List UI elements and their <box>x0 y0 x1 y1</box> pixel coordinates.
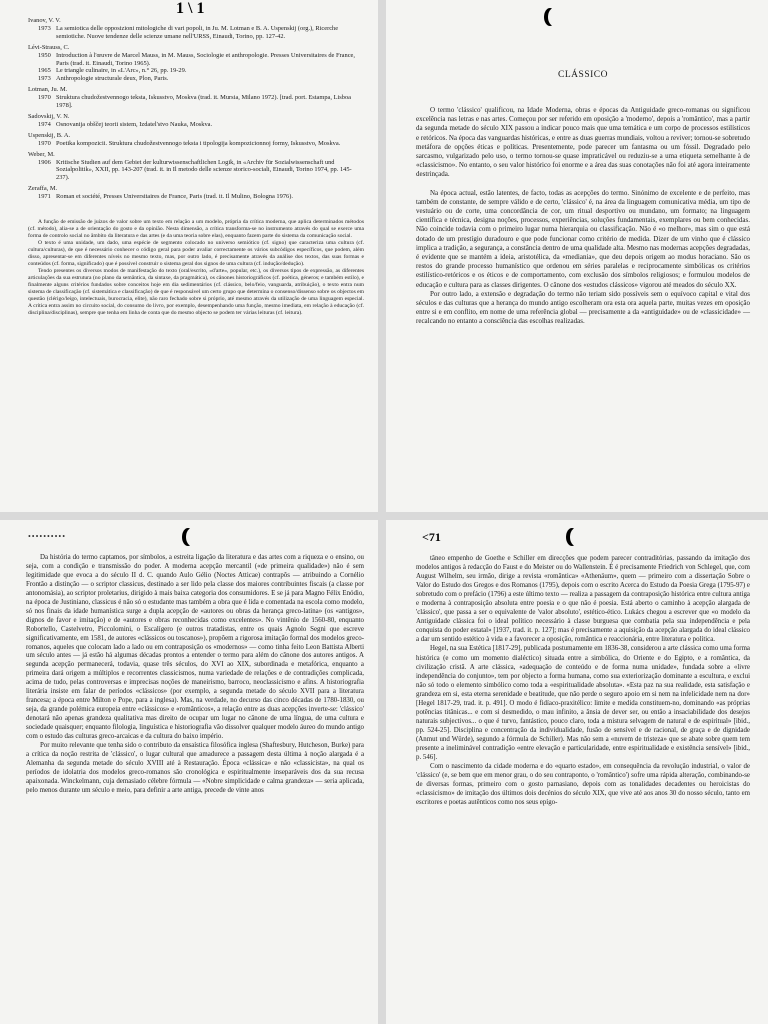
bib-author: Ivanov, V. V. <box>28 17 61 24</box>
paragraph: Hegel, na sua Estética [1817-29], publicada postumamente em 1836-38, considerou a arte clássica como uma forma histórica (e como um momento dialéctico) situada entre a simbólica, do Oriente e do Egipto, e a romântica, da civilização cristã. A arte clássica, «adequação de conteúdo e de forma numa unidade», fundada sobre a «livre independência do conjunto», tem por objecto a forma humana, como sua exteriorização dominante a escultura, e exclui não só todo o elemento simbólico como toda a «espiritualidade absoluta». «Esta paz na sua realidade, esta satisfação e grandeza em si, esta eterna serenidade e beatitude, que não perde o seguro apoio em si nem na infelicidade nem na dor» [Hegel 1817-29, trad. it. p. 491]. O modo é fidíaco-praxitélico: limite e medida constituem-no, dominando «as próprias potências titânicas... e com si desmedido, o mau infinito, a ânsia de dever ser, ou então a insaciabilidade dos desejos naturais subjectivos... o que é turvo, fantástico, pouco claro, toda a mistura selvagem de natural e de espiritual» [ibid., pp. 524-25]. Disciplina e concentração da individualidade, fusão de sensível e de racional, de graça e de dignidade (Anmut und Würde), segundo a fórmula de Schiller). Mas não sem a «nuvem de tristeza» que se abate sobre quem tem presente a ineliminável contradição «entre elevação e particularidade, entre espiritualidade e existência sensível» [ibid., p. 546]. <box>416 645 750 762</box>
paragraph: Na época actual, estão latentes, de facto, todas as acepções do termo. Sinónimo de excelente e de perfeito, mas também de constante, de sempre válido e de certo, 'clássico' é, na área da linguagem comunicativa média, um tipo de vestuário ou de corte, uma concordância de cor, um ritual desportivo ou mundano, um formato; na linguagem científica e técnica, designa noções, processos, experiências, soluções fundamentais, exemplares ou bem conhecidas. Não coincide todavia com o primeiro lugar numa hierarquia ou classificação. Não é «o melhor», mas sim o que está dotado de um prestígio duradouro e que pode funcionar como critério de medida. Dizer de um vinho que é clássico implica a tradição, a segurança, a constância dentro de uma qualidade alta. Mesmo nas modernas acepções degradadas, é evidente que se mantém a ideia, aristotélica, da «mediania», que deu depois origem ao modus horaciano. São os restos do grande processo humanístico que ordenou em séries paralelas e reciprocamente simbólicas os critérios estilístico-retóricos e os éticos e de comportamento, com exclusão dos símbolos religiosos; e formulou modelos de educação e cultura para as classes dirigentes. O cânone dos «estudos clássicos» vigorou até meados do século XX. <box>416 188 750 289</box>
paragraph: Tendo presentes os diversos modos de manifestação do texto (oral/escrito, «d'arte», popular, etc.), os diversos tipos de expressão, as diferentes articulações da sua estrutura (no plano da semântica, da sintaxe, da pragmática), os cânones historiográficos (cf. poética, géneros; e também estilo), e finalmente alguns critérios fundados sobre conceitos hoje em dia sedimentários (cf. clássico, belo/feio, vanguarda, atribuição), o texto entra num sistema de classificação (cf. sistemática e classificação) de que é responsável um certo grupo que determina o consenso/dissenso sobre os objectos em questão (clérigo/leigo, intelectuais, burocracia, elite), não raro fechado sobre si próprio, até mesmo através da utilização de uma linguagem especial. A crítica entra assim no circuito social, do consumo do livro, por exemplo, desempenhando uma função, mesmo imediata, em relação à educação (cf. disciplina/disciplinas), sempre que tenha em linha de conta que do mesmo objecto se podem ter várias leituras (cf. leitura). <box>28 268 364 317</box>
paragraph: Por muito relevante que tenha sido o contributo da ensaística filosófica inglesa (Shaftesbury, Hutcheson, Burke) para a crítica da noção restrita de 'clássico', o lugar cultural que amadurece a passagem desta última à noção alargada é a Alemanha da segunda metade do século XVIII até à Restauração. Época «clássica» e não «classicista», na qual os períodos de idolatria dos modelos greco-romanos são cronológica e espiritualmente inseparáveis dos da sua recusa apaixonada. Winckelmann, cuja demasiado célebre fórmula — «Nobre simplicidade e calma grandeza» — seria aplicada, pelo menos durante um século e meio, para definir a arte antiga, precede de vinte anos <box>26 742 364 794</box>
bib-entry <box>28 193 364 201</box>
bib-author: Weber, M. <box>28 150 55 158</box>
bib-reference: Osnovanija obščej teorii sistem, Izdatel'stvo Nauka, Moskva. <box>56 120 213 128</box>
bib-entry <box>28 121 364 129</box>
bib-year: 1906 <box>38 158 51 166</box>
crescent-mark-icon <box>566 528 578 546</box>
crescent-mark-icon <box>544 8 556 26</box>
bib-year: 1974 <box>38 120 51 128</box>
paragraph: O texto é uma unidade, um dado, uma espécie de segmento colocado no universo semiótico (cf. signo) que caracteriza uma cultura (cf. cultura/culturas), de que é necessário conhecer o código geral para poder avaliar correctamente os vários subcódigos específicos, que podem, além disso, apresentar-se em diferentes níveis no mesmo texto, mas, por outro lado, é precisamente através da análise dos textos, das suas formas e conteúdos (cf. forma, significado) que é possível construir o sistema geral dos signos de uma cultura (cf. indução/dedução). <box>28 240 364 268</box>
paragraph: O termo 'clássico' qualificou, na Idade Moderna, obras e épocas da Antiguidade greco-romanas ou significou excelência nas letras e nas artes. Começou por ser referido em oposição a 'moderno', depois a 'romântico', mas a partir da segunda metade do século XIX passou a indicar pouco mais que uma temática e um corpo de processos estilísticos e retóricos. Na época das vanguardas históricas, e entre as duas guerras mundiais, voltou a reviver; tornou-se sobretudo metáfora de opções éticas e políticas. Presentemente, pode parecer um fantasma ou um fóssil. Degradado pelo sarcasmo, vulgarizado pelo uso, o termo tornou-se quase impraticável ou reduziu-se a uma etiqueta semelhante à de «classicismo». No entanto, o seu valor histórico foi enorme e a área das suas conotações não foi até agora inteiramente destrinçada. <box>416 106 750 179</box>
bib-year: 1970 <box>38 139 51 147</box>
page-ornament: •••••••••• <box>28 532 67 541</box>
bib-entry <box>28 159 364 183</box>
page-bottom-left <box>0 520 378 1024</box>
page-corner-mark: <71 <box>422 530 441 544</box>
paragraph: Com o nascimento da cidade moderna e do «quarto estado», em consequência da revolução industrial, o valor de 'clássico' (e, se bem que em menor grau, o do seu contraponto, o 'romântico') sofre uma rápida alteração, combinando-se de diversas formas, primeiro com o gosto parnasiano, depois com as tonalidades decadentes ou heroicistas do «classicismo» de imitação dos últimos dois decénios do século XIX, que vive até aos anos 30 do nosso século, tanto em escritores e poetas autênticos como nos seus epígo- <box>416 763 750 807</box>
bib-reference: Le triangle culinaire, in «L'Arc», n.° 26, pp. 19-29. <box>56 67 187 75</box>
paragraph: Da história do termo captamos, por símbolos, a estreita ligação da literatura e das artes com a riqueza e o ensino, ou seja, com a condição e transmissão do poder. A moderna acepção mercantil («de primeira qualidade») não é sem legitimidade que evoca a do século II d. C. quando Aulo Gélio (Noctes Atticae) contrapõs — atribuindo a Cornélio Frontão a distinção — o scriptor classicus, destinado a ser lido pela classe dos maiores contribuintes fiscais (a classe por antonomásia), ao scriptor proletarius, dirigido à mais baixa categoria dos consumidores. E se já para Magno Félix Enódio, na época de Justiniano, classicus é não só o estudante mas também a obra que é lida e comentada na escola como modelo, só nos finais da idade humanística surge a dupla acepção de «autores ou obras da herança greco-latina» (os «antigos», dignos de favor e imitação) e de «autores e obras reconhecidas como excelentes». No vintênio de 1560-80, enquanto Robortello, Castelvetro, Piccolomini, o Escalígero (e outros tratadistas, entre os quais Agnolo Segni que escreve significativamente, em 1581, de autores «clássicos ou toscanos»), propõem a rigorosa imitação formal dos modelos greco-romanos, aqueles que colocam lado a lado ou em contraposição os «modernos» — como tinha feito Leon Battista Alberti um século antes — já estão há algumas décadas prontos a entender o termo para além do cânone dos autores antigos. A segunda acepção permanecerá, todavia, quase três séculos, do XVI ao XIX, subordinada e metafórica, enquanto a primeira dará origem a múltiplos e recorrentes classicismos, numa variedade de relações e de contradições complicada, acima de tudo, pelas controversas e imprecisas noções de maneirismo, barroco, neoclassicismo e afins. A historiografia literária insiste em falar de períodos «clássicos» (por exemplo, a segunda metade do século XVII para a literatura francesa; a época entre Milton e Pope, para a inglesa). Mas, na verdade, no decurso das cinco décadas de 1780-1830, ou seja, da grande polémica europeia entre «clássicos» e «românticos», a relação entre as duas acepções inverte-se: 'clássico' denotará não apenas grandeza qualitativa mas direito de ocupar um lugar no cânone de uma língua, de uma cultura e sociedade quaisquer; enquanto filologia, linguística e historiografia vão dissolver qualquer modelo áureo do mundo antigo com o estudo das culturas greco-arcaicas e da cultura do baixo império. <box>26 554 364 741</box>
bib-author: Sadovskij, V. N. <box>28 112 70 120</box>
bib-author: Uspenskij, B. A. <box>28 131 71 139</box>
bib-author: Lotman, Ju. M. <box>28 86 68 94</box>
bib-entry <box>28 67 364 75</box>
bib-entry <box>28 94 364 110</box>
bib-reference: Struktura chudožestvennogo teksta, Iskusstvo, Moskva (trad. it. Mursia, Milano 1972). [trad. port. Estampa, Lisboa 1978]. <box>56 94 351 110</box>
page-bottom-right <box>386 520 768 1024</box>
page-top-left <box>0 0 378 512</box>
bib-reference: Kritische Studien auf dem Gebiet der kulturwissenschaftlichen Logik, in «Archiv für Sozialwissenschaft und Sozialpolitik», XXII, pp. 143-207 (trad. it. in Il metodo delle scienze storico-sociali, Einaudi, Torino 1974, pp. 145-237). <box>56 158 352 182</box>
bib-author: Zeraffa, M. <box>28 185 58 193</box>
page-corner-mark: 1 \ 1 <box>176 0 205 17</box>
bib-reference: Roman et société, Presses Universitaires de France, Paris (trad. it. Il Mulino, Bologna 1976). <box>56 193 293 201</box>
history-text <box>26 554 364 796</box>
bib-reference: Introduction à l'œuvre de Marcel Mauss, in M. Mauss, Sociologie et anthropologie. Presses Universitaires de France, Paris (trad. it. Einaudi, Torino 1965). <box>56 51 355 67</box>
bib-year: 1970 <box>38 94 51 102</box>
bib-reference: Anthropologie structurale deux, Plon, Paris. <box>56 75 169 83</box>
marginal-note <box>28 219 364 317</box>
bibliography <box>28 17 364 201</box>
paragraph: tâneo empenho de Goethe e Schiller em direcções que podem parecer contraditórias, passando da imitação dos modelos antigos à redacção do Faust e do Meister ou do Wallenstein. É é precisamente Friedrich von Schlegel, que, com August Wilhelm, seu irmão, dirige a revista «romântica» «Athenäum», quem — primeiro com a dissertação Sobre o Valor do Estudo dos Gregos e dos Romanos (1795), depois com o escrito Acerca do Estudo da Poesia Grega (1795-97) e sobretudo com o prefácio (1796) a este último texto — realiza a passagem da contraposição histórica entre cultura antiga e moderna à contraposição absoluta entre poesia e o que não é poesia. Está aberto o caminho à acepção alargada de 'clássico', que passa a ser o equivalente de 'valor absoluto', estético-ético. Lukács chegou a escrever que «o modelo da Antiguidade clássica foi o ideal político necessário à classe burguesa que combatia pela sua independência e pela conquista do poder estatal» [1937, trad. it. p. 127]; mas é precisamente a aquisição da acepção alargada do ideal clássico a dar um sentido estético à vida e a favorecer a oposição, romântica e reaccionária, entre literatura e política. <box>416 555 750 644</box>
continuation-text <box>416 554 750 807</box>
bib-year: 1973 <box>38 75 51 83</box>
page-top-right <box>386 0 768 512</box>
bib-entry <box>28 140 364 148</box>
entry-body <box>416 106 750 327</box>
bib-reference: Poetika kompozicii. Struktura chudožestvennogo teksta i tipologija kompozicionnoj formy, Iskusstvo, Moskva. <box>56 139 341 147</box>
bib-year: 1950 <box>38 51 51 59</box>
bib-year: 1971 <box>38 193 51 201</box>
bib-year: 1965 <box>38 67 51 75</box>
bib-entry <box>28 75 364 83</box>
bib-author: Lévi-Strauss, C. <box>28 43 70 51</box>
paragraph: A função de emissão de juízos de valor sobre um texto em relação a um modelo, própria da crítica moderna, que aplica determinados métodos (cf. método), alia-se a de orientação do gosto e da opinião. Nesta dimensão, a crítica transforma-se no instrumento através do qual se exerce uma forma de controlo social no âmbito da literatura e das artes (e da uma teoria sobre elas), enquanto fazem parte do sistema da comunicação social. <box>28 219 364 240</box>
crescent-mark-icon <box>182 528 194 546</box>
bib-year: 1973 <box>38 24 51 32</box>
bib-entry <box>28 52 364 68</box>
bib-entry <box>28 25 364 41</box>
paragraph: Por outro lado, a extensão e degradação do termo não teriam sido possíveis sem o equívoco capital e vital dos séculos e das culturas que a herança do mundo antigo escolheram ora esta ora aquela parte, muitas vezes em oposição entre si e em conflito, em nome de uma referência global — precisamente a da «antiguidade» ou de «classicidade» — recalcando no entanto a consciência das escolhas realizadas. <box>416 289 750 326</box>
entry-title: CLÁSSICO <box>558 70 608 80</box>
bib-reference: La semiotica delle opposizioni mitologiche di vari popoli, in Ju. M. Lotman e B. A. Uspenskij (org.), Ricerche semiotiche. Nuove tendenze delle scienze umane nell'URSS, Einaudi, Torino, pp. 127-42. <box>56 24 339 40</box>
